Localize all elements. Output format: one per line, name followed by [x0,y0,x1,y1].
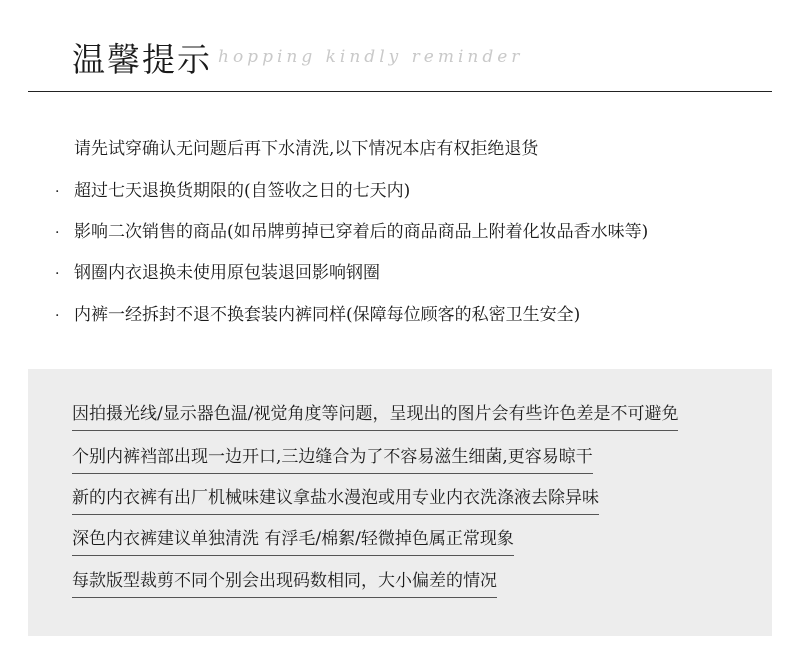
notice-line: 每款版型裁剪不同个别会出现码数相同，大小偏差的情况 [72,568,497,598]
list-item-text: 超过七天退换货期限的(自签收之日的七天内) [74,181,411,201]
notice-line: 新的内衣裤有出厂机械味建议拿盐水漫泡或用专业内衣洗涤液去除异味 [72,485,599,515]
list-item-text: 影响二次销售的商品(如吊牌剪掉已穿着后的商品商品上附着化妆品香水味等) [74,222,649,242]
list-item [55,178,410,205]
notice-line: 个别内裤裆部出现一边开口,三边缝合为了不容易滋生细菌,更容易晾干 [72,444,593,474]
intro-text: 请先试穿确认无问题后再下水清洗,以下情况本店有权拒绝退货 [74,139,539,159]
list-item-text: 内裤一经拆封不退不换套装内裤同样(保障每位顾客的私密卫生安全) [74,305,581,325]
page-title: 温馨提示 [72,40,212,79]
notice-line: 因拍摄光线/显示器色温/视觉角度等问题，呈现出的图片会有些许色差是不可避免 [72,401,678,431]
list-item [55,219,648,246]
header-divider [28,91,772,92]
bullet-icon: · [55,308,60,324]
notice-line: 深色内衣裤建议单独清洗 有浮毛/棉絮/轻微掉色属正常现象 [72,526,514,556]
list-item-text: 钢圈内衣退换未使用原包装退回影响钢圈 [74,263,380,283]
care-notice-panel [28,369,772,636]
bullet-icon: · [55,184,60,200]
list-item [55,260,380,287]
header [0,0,800,92]
bullet-icon: · [55,225,60,241]
decorative-script-subtitle: hopping kindly reminder [218,47,524,67]
bullet-icon: · [55,266,60,282]
list-item [55,302,580,329]
